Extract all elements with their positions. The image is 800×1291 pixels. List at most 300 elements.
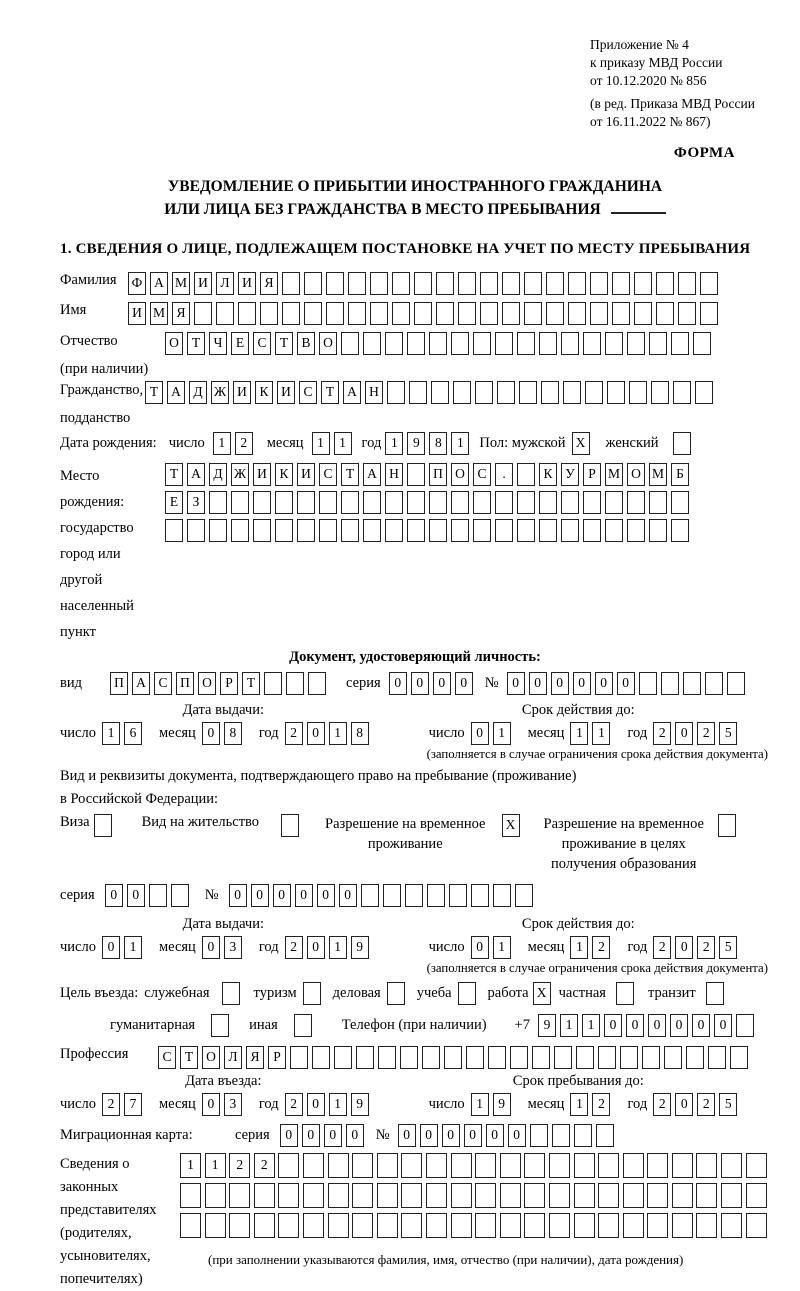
form-cell[interactable] — [356, 1046, 374, 1069]
form-cell[interactable] — [574, 1183, 595, 1208]
form-cell[interactable]: С — [158, 1046, 176, 1069]
form-cell[interactable] — [495, 491, 513, 514]
form-cell[interactable] — [180, 1213, 201, 1238]
form-cell[interactable]: 0 — [102, 936, 120, 959]
form-cell[interactable]: 1 — [312, 432, 330, 455]
form-cell[interactable] — [649, 491, 667, 514]
form-cell[interactable] — [405, 884, 423, 907]
form-cell[interactable]: 0 — [508, 1124, 526, 1147]
form-cell[interactable]: Т — [341, 463, 359, 486]
form-cell[interactable]: Л — [224, 1046, 242, 1069]
form-cell[interactable] — [427, 884, 445, 907]
form-cell[interactable] — [673, 381, 691, 404]
form-cell[interactable] — [361, 884, 379, 907]
form-cell[interactable] — [475, 1183, 496, 1208]
form-cell[interactable] — [510, 1046, 528, 1069]
form-cell[interactable]: 0 — [573, 672, 591, 695]
form-cell[interactable]: . — [495, 463, 513, 486]
form-cell[interactable] — [500, 1183, 521, 1208]
form-cell[interactable] — [319, 519, 337, 542]
form-cell[interactable] — [598, 1213, 619, 1238]
form-cell[interactable] — [651, 381, 669, 404]
form-cell[interactable] — [231, 491, 249, 514]
form-cell[interactable]: М — [649, 463, 667, 486]
form-cell[interactable]: П — [110, 672, 128, 695]
form-cell[interactable]: Т — [242, 672, 260, 695]
form-cell[interactable]: 1 — [570, 936, 588, 959]
form-cell[interactable] — [607, 381, 625, 404]
form-cell[interactable] — [502, 302, 520, 325]
form-cell[interactable] — [253, 519, 271, 542]
form-cell[interactable] — [475, 1213, 496, 1238]
form-cell[interactable]: З — [187, 491, 205, 514]
form-cell[interactable]: Б — [671, 463, 689, 486]
form-cell[interactable] — [554, 1046, 572, 1069]
form-cell[interactable] — [254, 1213, 275, 1238]
form-cell[interactable]: 0 — [420, 1124, 438, 1147]
form-cell[interactable]: Р — [583, 463, 601, 486]
form-cell[interactable] — [672, 1213, 693, 1238]
form-cell[interactable] — [229, 1213, 250, 1238]
form-cell[interactable] — [649, 519, 667, 542]
form-cell[interactable] — [471, 884, 489, 907]
form-cell[interactable] — [634, 272, 652, 295]
purpose-private-checkbox[interactable] — [616, 982, 638, 1005]
form-cell[interactable]: М — [150, 302, 168, 325]
form-cell[interactable]: 2 — [285, 936, 303, 959]
form-cell[interactable] — [312, 1046, 330, 1069]
form-cell[interactable] — [453, 381, 471, 404]
form-cell[interactable] — [407, 463, 425, 486]
form-cell[interactable] — [253, 491, 271, 514]
form-cell[interactable] — [377, 1183, 398, 1208]
form-cell[interactable] — [517, 519, 535, 542]
form-cell[interactable]: 1 — [213, 432, 231, 455]
form-cell[interactable]: 1 — [451, 432, 469, 455]
form-cell[interactable]: 0 — [229, 884, 247, 907]
form-cell[interactable] — [700, 302, 718, 325]
form-cell[interactable]: 0 — [202, 1093, 220, 1116]
form-cell[interactable]: 1 — [329, 722, 347, 745]
form-cell[interactable] — [649, 332, 667, 355]
form-cell[interactable] — [341, 491, 359, 514]
form-cell[interactable]: 0 — [339, 884, 357, 907]
form-cell[interactable]: О — [198, 672, 216, 695]
form-cell[interactable] — [431, 381, 449, 404]
form-cell[interactable]: А — [187, 463, 205, 486]
form-cell[interactable]: Т — [275, 332, 293, 355]
form-cell[interactable]: 0 — [202, 722, 220, 745]
form-cell[interactable]: Т — [145, 381, 163, 404]
form-cell[interactable] — [671, 491, 689, 514]
edu-permit-checkbox[interactable] — [718, 814, 740, 837]
form-cell[interactable]: Р — [268, 1046, 286, 1069]
form-cell[interactable] — [303, 1153, 324, 1178]
form-cell[interactable]: О — [627, 463, 645, 486]
form-cell[interactable] — [721, 1183, 742, 1208]
form-cell[interactable] — [746, 1153, 767, 1178]
form-cell[interactable] — [708, 1046, 726, 1069]
form-cell[interactable] — [429, 491, 447, 514]
form-cell[interactable]: П — [429, 463, 447, 486]
form-cell[interactable]: 5 — [719, 1093, 737, 1116]
form-cell[interactable] — [585, 381, 603, 404]
form-cell[interactable] — [451, 332, 469, 355]
form-cell[interactable] — [497, 381, 515, 404]
form-cell[interactable] — [647, 1183, 668, 1208]
form-cell[interactable]: 0 — [202, 936, 220, 959]
form-cell[interactable] — [583, 491, 601, 514]
form-cell[interactable]: 2 — [697, 1093, 715, 1116]
form-cell[interactable] — [730, 1046, 748, 1069]
form-cell[interactable]: 8 — [351, 722, 369, 745]
form-cell[interactable] — [429, 519, 447, 542]
form-cell[interactable] — [549, 1213, 570, 1238]
form-cell[interactable]: 0 — [455, 672, 473, 695]
form-cell[interactable]: 0 — [486, 1124, 504, 1147]
form-cell[interactable] — [539, 332, 557, 355]
form-cell[interactable]: Д — [209, 463, 227, 486]
form-cell[interactable] — [328, 1213, 349, 1238]
form-cell[interactable]: 1 — [570, 722, 588, 745]
form-cell[interactable] — [348, 272, 366, 295]
form-cell[interactable]: 0 — [604, 1014, 622, 1037]
form-cell[interactable]: О — [451, 463, 469, 486]
form-cell[interactable] — [229, 1183, 250, 1208]
form-cell[interactable] — [149, 884, 167, 907]
form-cell[interactable]: Я — [260, 272, 278, 295]
form-cell[interactable] — [672, 1183, 693, 1208]
form-cell[interactable]: 2 — [697, 936, 715, 959]
form-cell[interactable] — [546, 302, 564, 325]
form-cell[interactable] — [334, 1046, 352, 1069]
form-cell[interactable] — [187, 519, 205, 542]
form-cell[interactable] — [278, 1153, 299, 1178]
form-cell[interactable] — [409, 381, 427, 404]
form-cell[interactable]: 0 — [307, 1093, 325, 1116]
form-cell[interactable] — [647, 1213, 668, 1238]
form-cell[interactable] — [530, 1124, 548, 1147]
form-cell[interactable]: 2 — [592, 936, 610, 959]
form-cell[interactable]: 1 — [124, 936, 142, 959]
form-cell[interactable]: X — [502, 814, 520, 837]
form-cell[interactable] — [205, 1213, 226, 1238]
form-cell[interactable] — [746, 1183, 767, 1208]
form-cell[interactable] — [377, 1213, 398, 1238]
form-cell[interactable]: 0 — [389, 672, 407, 695]
form-cell[interactable]: 1 — [471, 1093, 489, 1116]
form-cell[interactable]: К — [255, 381, 273, 404]
form-cell[interactable]: 0 — [471, 722, 489, 745]
form-cell[interactable] — [568, 272, 586, 295]
form-cell[interactable] — [546, 272, 564, 295]
form-cell[interactable] — [407, 519, 425, 542]
form-cell[interactable] — [370, 302, 388, 325]
form-cell[interactable] — [574, 1124, 592, 1147]
form-cell[interactable] — [209, 491, 227, 514]
form-cell[interactable] — [363, 519, 381, 542]
form-cell[interactable]: Т — [187, 332, 205, 355]
form-cell[interactable] — [458, 272, 476, 295]
form-cell[interactable] — [303, 1213, 324, 1238]
form-cell[interactable] — [695, 381, 713, 404]
form-cell[interactable] — [385, 332, 403, 355]
form-cell[interactable] — [451, 1153, 472, 1178]
form-cell[interactable] — [377, 1153, 398, 1178]
form-cell[interactable]: 3 — [224, 1093, 242, 1116]
form-cell[interactable]: 0 — [398, 1124, 416, 1147]
form-cell[interactable] — [552, 1124, 570, 1147]
sex-female-checkbox[interactable] — [673, 432, 695, 455]
form-cell[interactable] — [282, 272, 300, 295]
form-cell[interactable] — [466, 1046, 484, 1069]
form-cell[interactable]: 0 — [127, 884, 145, 907]
form-cell[interactable] — [590, 272, 608, 295]
form-cell[interactable] — [426, 1213, 447, 1238]
form-cell[interactable]: М — [605, 463, 623, 486]
form-cell[interactable]: 0 — [411, 672, 429, 695]
form-cell[interactable] — [297, 491, 315, 514]
form-cell[interactable] — [561, 519, 579, 542]
form-cell[interactable]: 1 — [560, 1014, 578, 1037]
phone-cells[interactable] — [538, 1014, 758, 1037]
form-cell[interactable] — [436, 272, 454, 295]
form-cell[interactable] — [623, 1183, 644, 1208]
form-cell[interactable] — [574, 1153, 595, 1178]
form-cell[interactable]: 9 — [351, 1093, 369, 1116]
purpose-transit-checkbox[interactable] — [706, 982, 728, 1005]
form-cell[interactable] — [672, 1153, 693, 1178]
form-cell[interactable] — [539, 519, 557, 542]
form-cell[interactable]: И — [297, 463, 315, 486]
form-cell[interactable] — [414, 272, 432, 295]
form-cell[interactable] — [627, 491, 645, 514]
form-cell[interactable]: 2 — [254, 1153, 275, 1178]
form-cell[interactable]: 5 — [719, 722, 737, 745]
form-cell[interactable]: А — [167, 381, 185, 404]
form-cell[interactable] — [664, 1046, 682, 1069]
form-cell[interactable] — [304, 272, 322, 295]
form-cell[interactable]: У — [561, 463, 579, 486]
purpose-humanitarian-checkbox[interactable] — [211, 1014, 233, 1037]
form-cell[interactable] — [517, 332, 535, 355]
form-cell[interactable]: 0 — [551, 672, 569, 695]
form-cell[interactable] — [634, 302, 652, 325]
purpose-official-checkbox[interactable] — [222, 982, 244, 1005]
form-cell[interactable]: Л — [216, 272, 234, 295]
form-cell[interactable]: 0 — [675, 1093, 693, 1116]
form-cell[interactable]: 1 — [493, 722, 511, 745]
form-cell[interactable] — [286, 672, 304, 695]
form-cell[interactable] — [524, 1213, 545, 1238]
form-cell[interactable] — [524, 302, 542, 325]
form-cell[interactable] — [264, 672, 282, 695]
form-cell[interactable] — [686, 1046, 704, 1069]
form-cell[interactable]: X — [533, 982, 551, 1005]
form-cell[interactable] — [387, 381, 405, 404]
form-cell[interactable] — [473, 491, 491, 514]
form-cell[interactable] — [515, 884, 533, 907]
form-cell[interactable] — [451, 1183, 472, 1208]
residence-permit-checkbox[interactable] — [281, 814, 303, 837]
form-cell[interactable] — [574, 1213, 595, 1238]
form-cell[interactable]: 0 — [105, 884, 123, 907]
form-cell[interactable]: 0 — [507, 672, 525, 695]
form-cell[interactable] — [451, 491, 469, 514]
form-cell[interactable] — [700, 272, 718, 295]
form-cell[interactable] — [294, 1014, 312, 1037]
form-cell[interactable] — [696, 1213, 717, 1238]
form-cell[interactable] — [231, 519, 249, 542]
form-cell[interactable] — [328, 1153, 349, 1178]
form-cell[interactable]: 1 — [582, 1014, 600, 1037]
form-cell[interactable]: 1 — [334, 432, 352, 455]
form-cell[interactable] — [475, 381, 493, 404]
form-cell[interactable] — [385, 491, 403, 514]
form-cell[interactable]: А — [150, 272, 168, 295]
form-cell[interactable] — [401, 1183, 422, 1208]
sex-male-checkbox[interactable] — [572, 432, 594, 455]
form-cell[interactable] — [576, 1046, 594, 1069]
form-cell[interactable]: 2 — [229, 1153, 250, 1178]
form-cell[interactable] — [706, 982, 724, 1005]
form-cell[interactable] — [352, 1213, 373, 1238]
form-cell[interactable] — [308, 672, 326, 695]
form-cell[interactable] — [627, 332, 645, 355]
form-cell[interactable] — [746, 1213, 767, 1238]
form-cell[interactable]: 8 — [224, 722, 242, 745]
form-cell[interactable]: 0 — [302, 1124, 320, 1147]
form-cell[interactable]: 0 — [442, 1124, 460, 1147]
form-cell[interactable]: С — [473, 463, 491, 486]
form-cell[interactable] — [524, 272, 542, 295]
form-cell[interactable]: 0 — [670, 1014, 688, 1037]
form-cell[interactable]: 9 — [407, 432, 425, 455]
visa-checkbox[interactable] — [94, 814, 116, 837]
form-cell[interactable]: 0 — [648, 1014, 666, 1037]
form-cell[interactable] — [495, 519, 513, 542]
form-cell[interactable] — [596, 1124, 614, 1147]
form-cell[interactable] — [605, 332, 623, 355]
form-cell[interactable] — [639, 672, 657, 695]
form-cell[interactable] — [407, 491, 425, 514]
form-cell[interactable] — [180, 1183, 201, 1208]
form-cell[interactable] — [387, 982, 405, 1005]
form-cell[interactable]: 9 — [538, 1014, 556, 1037]
form-cell[interactable] — [627, 519, 645, 542]
form-cell[interactable] — [444, 1046, 462, 1069]
form-cell[interactable] — [171, 884, 189, 907]
form-cell[interactable] — [238, 302, 256, 325]
form-cell[interactable]: 0 — [675, 936, 693, 959]
form-cell[interactable]: 2 — [653, 722, 671, 745]
form-cell[interactable]: 2 — [697, 722, 715, 745]
form-cell[interactable]: С — [253, 332, 271, 355]
form-cell[interactable]: 0 — [529, 672, 547, 695]
form-cell[interactable]: О — [202, 1046, 220, 1069]
form-cell[interactable] — [598, 1153, 619, 1178]
form-cell[interactable] — [696, 1183, 717, 1208]
form-cell[interactable] — [647, 1153, 668, 1178]
form-cell[interactable]: Н — [385, 463, 403, 486]
form-cell[interactable]: Е — [231, 332, 249, 355]
form-cell[interactable]: О — [165, 332, 183, 355]
form-cell[interactable]: Ж — [211, 381, 229, 404]
form-cell[interactable] — [211, 1014, 229, 1037]
form-cell[interactable] — [326, 302, 344, 325]
form-cell[interactable]: К — [275, 463, 293, 486]
form-cell[interactable]: Е — [165, 491, 183, 514]
form-cell[interactable] — [401, 1153, 422, 1178]
form-cell[interactable] — [629, 381, 647, 404]
form-cell[interactable] — [400, 1046, 418, 1069]
form-cell[interactable] — [517, 463, 535, 486]
form-cell[interactable] — [392, 302, 410, 325]
form-cell[interactable] — [661, 672, 679, 695]
form-cell[interactable]: С — [319, 463, 337, 486]
form-cell[interactable] — [721, 1213, 742, 1238]
form-cell[interactable] — [458, 982, 476, 1005]
form-cell[interactable]: К — [539, 463, 557, 486]
form-cell[interactable]: Т — [165, 463, 183, 486]
form-cell[interactable] — [605, 491, 623, 514]
form-cell[interactable] — [473, 519, 491, 542]
form-cell[interactable] — [194, 302, 212, 325]
form-cell[interactable] — [275, 519, 293, 542]
form-cell[interactable] — [451, 1213, 472, 1238]
form-cell[interactable]: 1 — [493, 936, 511, 959]
purpose-work-checkbox[interactable] — [533, 982, 555, 1005]
purpose-tourism-checkbox[interactable] — [303, 982, 325, 1005]
form-cell[interactable]: 1 — [329, 1093, 347, 1116]
form-cell[interactable]: Я — [246, 1046, 264, 1069]
form-cell[interactable]: 1 — [570, 1093, 588, 1116]
form-cell[interactable] — [598, 1046, 616, 1069]
form-cell[interactable] — [480, 272, 498, 295]
form-cell[interactable] — [370, 272, 388, 295]
purpose-other-checkbox[interactable] — [294, 1014, 316, 1037]
form-cell[interactable]: 2 — [653, 936, 671, 959]
form-cell[interactable] — [678, 302, 696, 325]
form-cell[interactable]: 2 — [285, 1093, 303, 1116]
form-cell[interactable] — [583, 519, 601, 542]
form-cell[interactable]: С — [299, 381, 317, 404]
form-cell[interactable] — [303, 982, 321, 1005]
form-cell[interactable] — [678, 272, 696, 295]
form-cell[interactable] — [392, 272, 410, 295]
form-cell[interactable]: М — [172, 272, 190, 295]
form-cell[interactable]: В — [297, 332, 315, 355]
form-cell[interactable] — [426, 1183, 447, 1208]
form-cell[interactable] — [605, 519, 623, 542]
form-cell[interactable] — [539, 491, 557, 514]
form-cell[interactable]: 0 — [346, 1124, 364, 1147]
form-cell[interactable]: И — [277, 381, 295, 404]
form-cell[interactable] — [549, 1183, 570, 1208]
form-cell[interactable]: 9 — [351, 936, 369, 959]
form-cell[interactable] — [383, 884, 401, 907]
form-cell[interactable] — [673, 432, 691, 455]
form-cell[interactable] — [561, 332, 579, 355]
form-cell[interactable]: Ч — [209, 332, 227, 355]
form-cell[interactable]: 0 — [251, 884, 269, 907]
purpose-business-checkbox[interactable] — [387, 982, 409, 1005]
form-cell[interactable] — [328, 1183, 349, 1208]
form-cell[interactable]: 0 — [692, 1014, 710, 1037]
form-cell[interactable] — [385, 519, 403, 542]
form-cell[interactable]: 2 — [592, 1093, 610, 1116]
form-cell[interactable] — [500, 1153, 521, 1178]
